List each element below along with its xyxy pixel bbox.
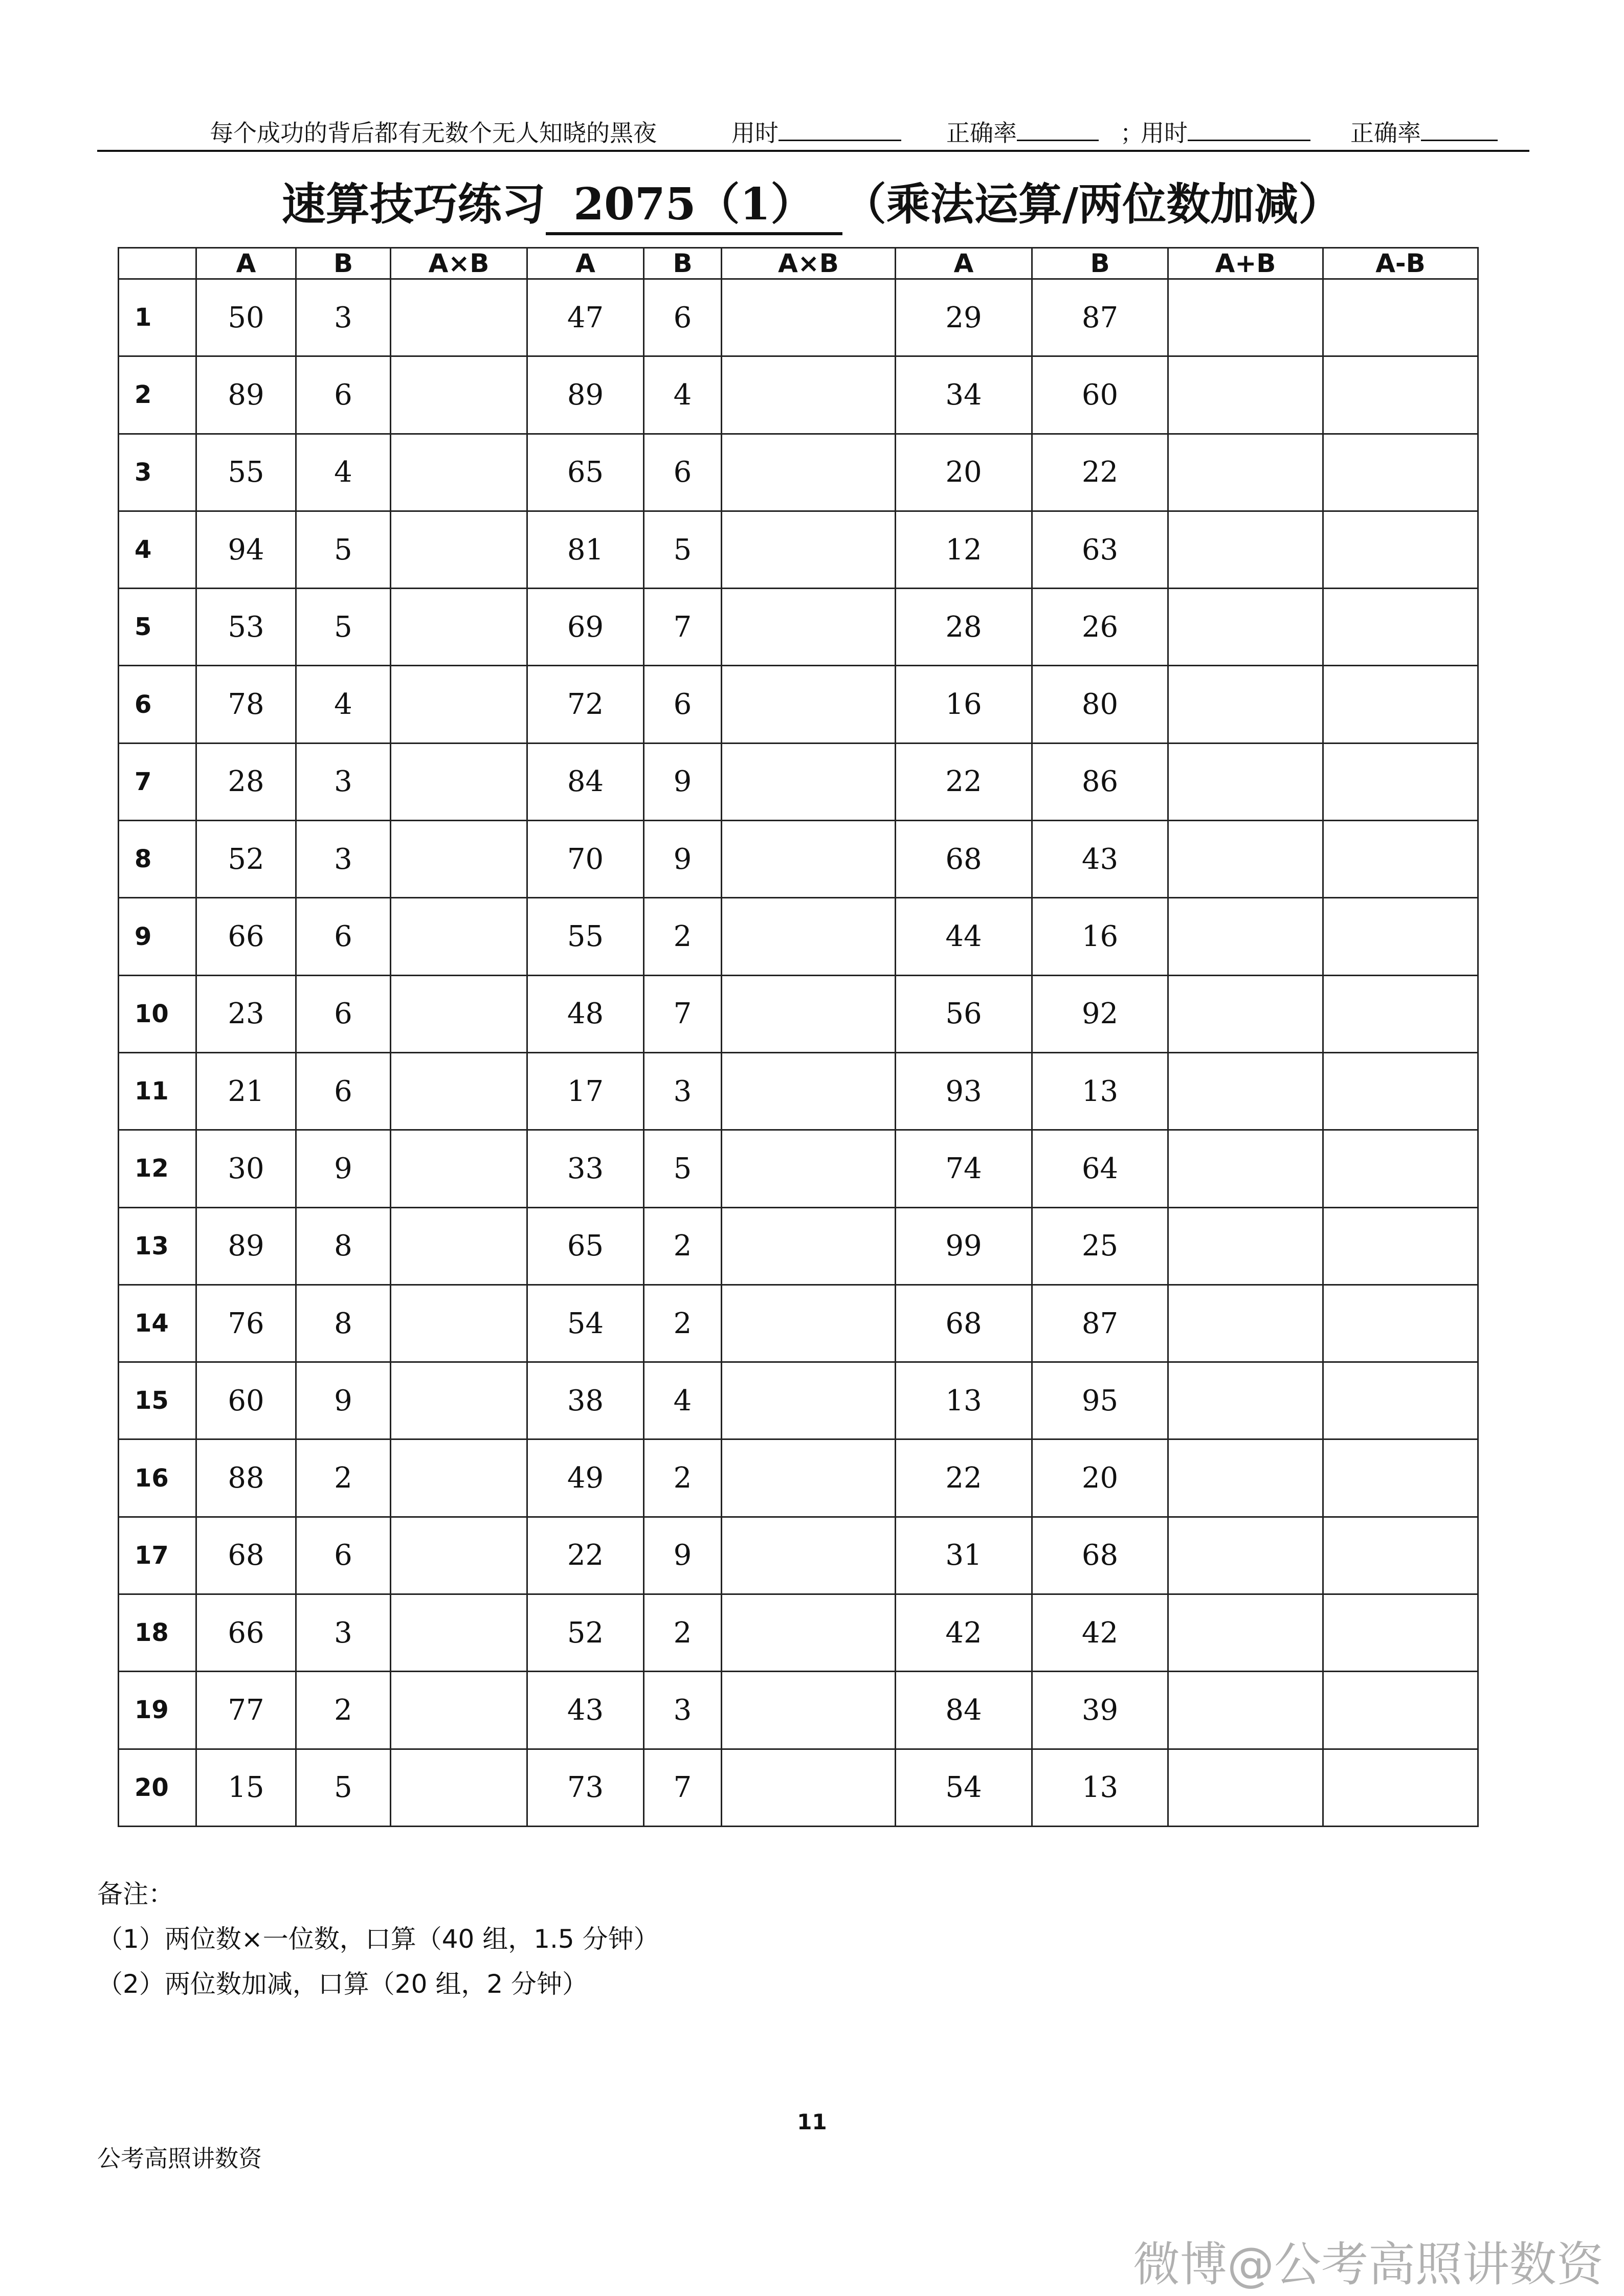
answer-cell[interactable] <box>1323 279 1478 356</box>
table-row <box>119 1207 1478 1285</box>
header-separator: ； <box>1120 119 1144 147</box>
operand-cell: 6 <box>296 975 391 1052</box>
operand-cell: 68 <box>896 1285 1032 1362</box>
table-row <box>119 1052 1478 1130</box>
operand-cell: 70 <box>527 821 644 898</box>
column-header: A <box>527 248 644 279</box>
operand-cell: 20 <box>896 434 1032 511</box>
answer-cell[interactable] <box>722 1672 896 1749</box>
accuracy-blank-1[interactable] <box>1017 117 1099 141</box>
operand-cell: 84 <box>527 743 644 820</box>
table-row <box>119 666 1478 743</box>
operand-cell: 2 <box>296 1672 391 1749</box>
answer-cell[interactable] <box>722 1517 896 1594</box>
row-number: 6 <box>119 666 196 743</box>
operand-cell: 38 <box>527 1362 644 1439</box>
operand-cell: 44 <box>896 898 1032 975</box>
answer-cell[interactable] <box>391 511 527 588</box>
operand-cell: 25 <box>1032 1207 1168 1285</box>
operand-cell: 2 <box>644 1285 722 1362</box>
answer-cell[interactable] <box>1168 821 1323 898</box>
table-row <box>119 1130 1478 1207</box>
operand-cell: 52 <box>527 1594 644 1672</box>
row-number: 12 <box>119 1130 196 1207</box>
operand-cell: 3 <box>644 1052 722 1130</box>
accuracy-blank-2[interactable] <box>1421 117 1498 141</box>
operand-cell: 6 <box>644 279 722 356</box>
operand-cell: 5 <box>296 511 391 588</box>
operand-cell: 5 <box>644 511 722 588</box>
answer-cell[interactable] <box>722 821 896 898</box>
operand-cell: 81 <box>527 511 644 588</box>
answer-cell[interactable] <box>1323 743 1478 820</box>
answer-cell[interactable] <box>391 898 527 975</box>
operand-cell: 43 <box>1032 821 1168 898</box>
operand-cell: 13 <box>896 1362 1032 1439</box>
operand-cell: 93 <box>896 1052 1032 1130</box>
answer-cell[interactable] <box>391 666 527 743</box>
operand-cell: 68 <box>1032 1517 1168 1594</box>
operand-cell: 63 <box>1032 511 1168 588</box>
operand-cell: 6 <box>296 898 391 975</box>
operand-cell: 5 <box>644 1130 722 1207</box>
operand-cell: 22 <box>527 1517 644 1594</box>
row-number: 1 <box>119 279 196 356</box>
title-code: 2075（1） <box>546 169 842 235</box>
answer-cell[interactable] <box>1168 1517 1323 1594</box>
operand-cell: 6 <box>296 356 391 434</box>
answer-cell[interactable] <box>722 743 896 820</box>
operand-cell: 60 <box>196 1362 296 1439</box>
operand-cell: 53 <box>196 589 296 666</box>
row-number: 20 <box>119 1749 196 1826</box>
operand-cell: 5 <box>296 1749 391 1826</box>
row-number: 9 <box>119 898 196 975</box>
operand-cell: 4 <box>644 1362 722 1439</box>
operand-cell: 23 <box>196 975 296 1052</box>
answer-cell[interactable] <box>722 1362 896 1439</box>
answer-cell[interactable] <box>1168 589 1323 666</box>
answer-cell[interactable] <box>1168 1130 1323 1207</box>
operand-cell: 87 <box>1032 279 1168 356</box>
answer-cell[interactable] <box>722 1749 896 1826</box>
time-label-1: 用时 <box>731 119 778 147</box>
answer-cell[interactable] <box>1168 434 1323 511</box>
operand-cell: 65 <box>527 1207 644 1285</box>
operand-cell: 4 <box>296 666 391 743</box>
answer-cell[interactable] <box>722 589 896 666</box>
operand-cell: 68 <box>896 821 1032 898</box>
answer-cell[interactable] <box>391 356 527 434</box>
operand-cell: 84 <box>896 1672 1032 1749</box>
operand-cell: 88 <box>196 1439 296 1517</box>
operand-cell: 34 <box>896 356 1032 434</box>
operand-cell: 20 <box>1032 1439 1168 1517</box>
row-number: 8 <box>119 821 196 898</box>
operand-cell: 22 <box>1032 434 1168 511</box>
answer-cell[interactable] <box>391 1285 527 1362</box>
table-row <box>119 1439 1478 1517</box>
answer-cell[interactable] <box>391 434 527 511</box>
operand-cell: 16 <box>1032 898 1168 975</box>
answer-cell[interactable] <box>722 434 896 511</box>
answer-cell[interactable] <box>1168 1362 1323 1439</box>
operand-cell: 89 <box>196 1207 296 1285</box>
answer-cell[interactable] <box>1323 1285 1478 1362</box>
answer-cell[interactable] <box>391 1362 527 1439</box>
time-label-2: 用时 <box>1141 119 1188 147</box>
operand-cell: 78 <box>196 666 296 743</box>
operand-cell: 5 <box>296 589 391 666</box>
answer-cell[interactable] <box>1168 1052 1323 1130</box>
time-field-1 <box>731 115 901 151</box>
answer-cell[interactable] <box>391 1594 527 1672</box>
operand-cell: 9 <box>644 821 722 898</box>
practice-table <box>118 247 1479 1827</box>
operand-cell: 9 <box>644 743 722 820</box>
answer-cell[interactable] <box>1323 356 1478 434</box>
operand-cell: 89 <box>196 356 296 434</box>
column-header: B <box>296 248 391 279</box>
operand-cell: 3 <box>296 743 391 820</box>
operand-cell: 68 <box>196 1517 296 1594</box>
operand-cell: 8 <box>296 1207 391 1285</box>
answer-cell[interactable] <box>1168 279 1323 356</box>
operand-cell: 76 <box>196 1285 296 1362</box>
answer-cell[interactable] <box>391 1517 527 1594</box>
column-header: A-B <box>1323 248 1478 279</box>
answer-cell[interactable] <box>1323 511 1478 588</box>
table-row <box>119 898 1478 975</box>
operand-cell: 89 <box>527 356 644 434</box>
header-rule <box>97 150 1529 152</box>
table-row <box>119 743 1478 820</box>
row-number: 15 <box>119 1362 196 1439</box>
table-row <box>119 511 1478 588</box>
operand-cell: 3 <box>644 1672 722 1749</box>
page-number: 11 <box>797 2109 827 2134</box>
operand-cell: 21 <box>196 1052 296 1130</box>
answer-cell[interactable] <box>1323 975 1478 1052</box>
time-blank-1[interactable] <box>778 117 901 141</box>
table-row <box>119 356 1478 434</box>
answer-cell[interactable] <box>1168 1439 1323 1517</box>
answer-cell[interactable] <box>722 1207 896 1285</box>
answer-cell[interactable] <box>722 1130 896 1207</box>
operand-cell: 2 <box>644 898 722 975</box>
table-row <box>119 589 1478 666</box>
notes-heading: 备注： <box>97 1879 174 1909</box>
operand-cell: 94 <box>196 511 296 588</box>
answer-cell[interactable] <box>1323 1749 1478 1826</box>
note-item-2: （2）两位数加减，口算（20 组，2 分钟） <box>97 1969 588 1999</box>
operand-cell: 55 <box>196 434 296 511</box>
operand-cell: 65 <box>527 434 644 511</box>
operand-cell: 95 <box>1032 1362 1168 1439</box>
answer-cell[interactable] <box>1323 1517 1478 1594</box>
answer-cell[interactable] <box>1168 743 1323 820</box>
operand-cell: 22 <box>896 743 1032 820</box>
operand-cell: 3 <box>296 821 391 898</box>
row-number: 2 <box>119 356 196 434</box>
answer-cell[interactable] <box>1323 1594 1478 1672</box>
answer-cell[interactable] <box>1168 898 1323 975</box>
row-number: 18 <box>119 1594 196 1672</box>
operand-cell: 6 <box>296 1517 391 1594</box>
operand-cell: 2 <box>644 1439 722 1517</box>
table-row <box>119 1672 1478 1749</box>
operand-cell: 64 <box>1032 1130 1168 1207</box>
header-motto: 每个成功的背后都有无数个无人知晓的黑夜 <box>210 119 657 147</box>
operand-cell: 4 <box>644 356 722 434</box>
answer-cell[interactable] <box>1168 666 1323 743</box>
operand-cell: 6 <box>296 1052 391 1130</box>
operand-cell: 7 <box>644 1749 722 1826</box>
accuracy-field-1 <box>946 115 1099 151</box>
operand-cell: 7 <box>644 975 722 1052</box>
answer-cell[interactable] <box>1168 356 1323 434</box>
table-body <box>119 279 1478 1827</box>
answer-cell[interactable] <box>1323 1439 1478 1517</box>
table-row <box>119 434 1478 511</box>
operand-cell: 92 <box>1032 975 1168 1052</box>
operand-cell: 54 <box>527 1285 644 1362</box>
answer-cell[interactable] <box>391 1130 527 1207</box>
answer-cell[interactable] <box>722 898 896 975</box>
column-header <box>119 248 196 279</box>
table-row <box>119 1594 1478 1672</box>
column-header: B <box>1032 248 1168 279</box>
answer-cell[interactable] <box>1323 1052 1478 1130</box>
answer-cell[interactable] <box>1323 1130 1478 1207</box>
operand-cell: 31 <box>896 1517 1032 1594</box>
watermark: 微博@公考高照讲数资 <box>1132 2237 1604 2292</box>
header-line <box>97 115 1529 151</box>
column-header: A×B <box>391 248 527 279</box>
operand-cell: 6 <box>644 666 722 743</box>
table-row <box>119 975 1478 1052</box>
answer-cell[interactable] <box>722 511 896 588</box>
page-title <box>0 169 1624 235</box>
row-number: 11 <box>119 1052 196 1130</box>
operand-cell: 47 <box>527 279 644 356</box>
operand-cell: 3 <box>296 279 391 356</box>
answer-cell[interactable] <box>1323 1672 1478 1749</box>
operand-cell: 30 <box>196 1130 296 1207</box>
operand-cell: 87 <box>1032 1285 1168 1362</box>
operand-cell: 28 <box>896 589 1032 666</box>
operand-cell: 50 <box>196 279 296 356</box>
answer-cell[interactable] <box>1168 1285 1323 1362</box>
table-row <box>119 1362 1478 1439</box>
title-suffix: （乘法运算/两位数加减） <box>842 178 1343 230</box>
answer-cell[interactable] <box>1323 821 1478 898</box>
operand-cell: 26 <box>1032 589 1168 666</box>
answer-cell[interactable] <box>722 279 896 356</box>
operand-cell: 72 <box>527 666 644 743</box>
operand-cell: 49 <box>527 1439 644 1517</box>
answer-cell[interactable] <box>1168 511 1323 588</box>
row-number: 7 <box>119 743 196 820</box>
answer-cell[interactable] <box>722 1052 896 1130</box>
answer-cell[interactable] <box>391 1439 527 1517</box>
operand-cell: 77 <box>196 1672 296 1749</box>
time-field-2 <box>1141 115 1310 151</box>
row-number: 13 <box>119 1207 196 1285</box>
row-number: 5 <box>119 589 196 666</box>
operand-cell: 39 <box>1032 1672 1168 1749</box>
time-blank-2[interactable] <box>1188 117 1310 141</box>
answer-cell[interactable] <box>722 975 896 1052</box>
answer-cell[interactable] <box>722 356 896 434</box>
operand-cell: 3 <box>296 1594 391 1672</box>
column-header: A×B <box>722 248 896 279</box>
operand-cell: 60 <box>1032 356 1168 434</box>
accuracy-field-2 <box>1350 115 1498 151</box>
operand-cell: 15 <box>196 1749 296 1826</box>
operand-cell: 54 <box>896 1749 1032 1826</box>
operand-cell: 8 <box>296 1285 391 1362</box>
answer-cell[interactable] <box>391 1749 527 1826</box>
row-number: 4 <box>119 511 196 588</box>
answer-cell[interactable] <box>1323 898 1478 975</box>
answer-cell[interactable] <box>722 1439 896 1517</box>
operand-cell: 33 <box>527 1130 644 1207</box>
column-header: A <box>196 248 296 279</box>
answer-cell[interactable] <box>1323 1207 1478 1285</box>
operand-cell: 12 <box>896 511 1032 588</box>
notes <box>97 1872 659 2007</box>
operand-cell: 17 <box>527 1052 644 1130</box>
operand-cell: 48 <box>527 975 644 1052</box>
table-row <box>119 821 1478 898</box>
row-number: 16 <box>119 1439 196 1517</box>
answer-cell[interactable] <box>391 743 527 820</box>
answer-cell[interactable] <box>1323 666 1478 743</box>
operand-cell: 69 <box>527 589 644 666</box>
row-number: 10 <box>119 975 196 1052</box>
answer-cell[interactable] <box>1323 434 1478 511</box>
answer-cell[interactable] <box>391 1052 527 1130</box>
operand-cell: 9 <box>296 1130 391 1207</box>
row-number: 19 <box>119 1672 196 1749</box>
answer-cell[interactable] <box>1323 1362 1478 1439</box>
row-number: 14 <box>119 1285 196 1362</box>
operand-cell: 42 <box>896 1594 1032 1672</box>
answer-cell[interactable] <box>391 1672 527 1749</box>
operand-cell: 52 <box>196 821 296 898</box>
operand-cell: 7 <box>644 589 722 666</box>
operand-cell: 2 <box>644 1207 722 1285</box>
answer-cell[interactable] <box>391 975 527 1052</box>
operand-cell: 74 <box>896 1130 1032 1207</box>
note-item-1: （1）两位数×一位数，口算（40 组，1.5 分钟） <box>97 1924 659 1954</box>
answer-cell[interactable] <box>1168 1672 1323 1749</box>
operand-cell: 43 <box>527 1672 644 1749</box>
answer-cell[interactable] <box>1323 589 1478 666</box>
answer-cell[interactable] <box>391 279 527 356</box>
operand-cell: 42 <box>1032 1594 1168 1672</box>
footer-author: 公考高照讲数资 <box>97 2145 262 2172</box>
operand-cell: 22 <box>896 1439 1032 1517</box>
answer-cell[interactable] <box>1168 1207 1323 1285</box>
accuracy-label-1: 正确率 <box>946 119 1017 147</box>
answer-cell[interactable] <box>1168 975 1323 1052</box>
operand-cell: 16 <box>896 666 1032 743</box>
operand-cell: 9 <box>644 1517 722 1594</box>
title-prefix: 速算技巧练习 <box>281 178 546 230</box>
column-header: B <box>644 248 722 279</box>
answer-cell[interactable] <box>722 1285 896 1362</box>
operand-cell: 29 <box>896 279 1032 356</box>
operand-cell: 6 <box>644 434 722 511</box>
table-row <box>119 1517 1478 1594</box>
operand-cell: 4 <box>296 434 391 511</box>
operand-cell: 56 <box>896 975 1032 1052</box>
column-header: A <box>896 248 1032 279</box>
table-header-row <box>119 248 1478 279</box>
table-row <box>119 1749 1478 1826</box>
answer-cell[interactable] <box>722 1594 896 1672</box>
operand-cell: 13 <box>1032 1749 1168 1826</box>
table-row <box>119 279 1478 356</box>
column-header: A+B <box>1168 248 1323 279</box>
answer-cell[interactable] <box>1168 1749 1323 1826</box>
answer-cell[interactable] <box>391 821 527 898</box>
operand-cell: 66 <box>196 1594 296 1672</box>
operand-cell: 99 <box>896 1207 1032 1285</box>
operand-cell: 9 <box>296 1362 391 1439</box>
operand-cell: 13 <box>1032 1052 1168 1130</box>
answer-cell[interactable] <box>1168 1594 1323 1672</box>
operand-cell: 55 <box>527 898 644 975</box>
answer-cell[interactable] <box>722 666 896 743</box>
table-row <box>119 1285 1478 1362</box>
operand-cell: 66 <box>196 898 296 975</box>
accuracy-label-2: 正确率 <box>1350 119 1421 147</box>
operand-cell: 2 <box>296 1439 391 1517</box>
operand-cell: 80 <box>1032 666 1168 743</box>
answer-cell[interactable] <box>391 1207 527 1285</box>
row-number: 17 <box>119 1517 196 1594</box>
operand-cell: 28 <box>196 743 296 820</box>
operand-cell: 73 <box>527 1749 644 1826</box>
answer-cell[interactable] <box>391 589 527 666</box>
operand-cell: 86 <box>1032 743 1168 820</box>
operand-cell: 2 <box>644 1594 722 1672</box>
row-number: 3 <box>119 434 196 511</box>
